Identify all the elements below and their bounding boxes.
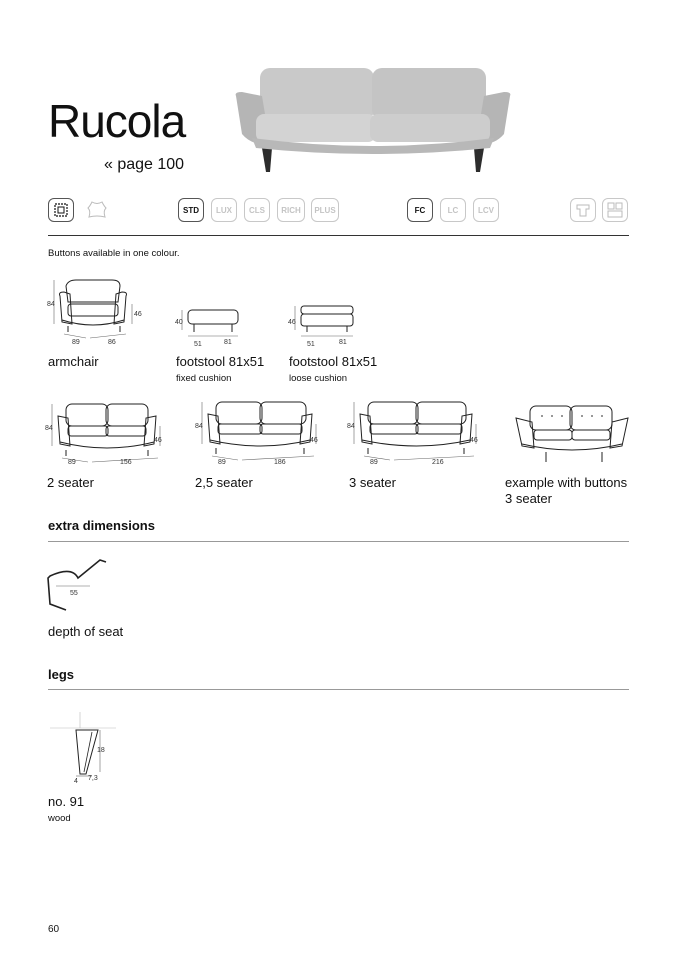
sofa-2-seat-height: 46: [154, 437, 162, 444]
armchair-label: armchair: [48, 354, 99, 369]
sofa-3-seater-label: 3 seater: [349, 475, 396, 490]
footstool-loose-drawing: [287, 300, 359, 350]
cover-icon[interactable]: [570, 198, 596, 222]
armchair-width: 86: [108, 339, 116, 346]
sofa-2-seater-drawing: [44, 400, 170, 470]
sofa-2-5-seater-drawing: [194, 398, 324, 470]
legs-heading: legs: [48, 667, 75, 682]
armchair-seat-height: 46: [134, 311, 142, 318]
product-title: Rucola: [48, 95, 186, 147]
leg-height-dim: 18: [97, 747, 105, 754]
leg-label: no. 91: [48, 794, 85, 809]
footstool-loose-height: 46: [288, 319, 296, 326]
option-lcv-button[interactable]: LCV: [473, 198, 499, 222]
footstool-loose-depth: 51: [307, 341, 315, 348]
sofa-2-5-depth: 89: [218, 459, 226, 466]
seat-depth-value: 55: [70, 590, 78, 597]
footstool-loose-width: 81: [339, 339, 347, 346]
footstool-fixed-sub: fixed cushion: [176, 373, 232, 384]
fabric-type-icon[interactable]: [48, 198, 74, 222]
option-std-button[interactable]: STD: [178, 198, 204, 222]
armchair-height: 84: [47, 301, 55, 308]
sofa-2-5-width: 186: [274, 459, 286, 466]
example-3-seater-label: 3 seater: [505, 491, 552, 506]
footstool-fixed-width: 81: [224, 339, 232, 346]
option-rich-button[interactable]: RICH: [277, 198, 305, 222]
sofa-2-5-seater-label: 2,5 seater: [195, 475, 253, 490]
sofa-2-width: 156: [120, 459, 132, 466]
option-plus-button[interactable]: PLUS: [311, 198, 339, 222]
sofa-3-seat-height: 46: [470, 437, 478, 444]
leg-bottom-dim: 4: [74, 778, 78, 784]
footstool-fixed-drawing: [174, 304, 244, 350]
footstool-loose-sub: loose cushion: [289, 373, 348, 384]
leg-material: wood: [48, 813, 71, 824]
sofa-hero-image: [232, 62, 514, 176]
leg-top-dim: 7,3: [88, 775, 98, 782]
sofa-3-seater-drawing: [346, 398, 486, 470]
divider: [48, 541, 629, 542]
sofa-2-height: 84: [45, 425, 53, 432]
leg-no91-drawing: [46, 708, 118, 784]
footstool-fixed-height: 40: [175, 319, 183, 326]
extra-dimensions-heading: extra dimensions: [48, 518, 155, 533]
sofa-buttons-example-drawing: [512, 402, 632, 468]
seat-depth-drawing: [44, 558, 110, 616]
leather-hide-icon[interactable]: [84, 198, 110, 222]
sofa-2-depth: 89: [68, 459, 76, 466]
sofa-3-height: 84: [347, 423, 355, 430]
sofa-3-width: 216: [432, 459, 444, 466]
sofa-3-depth: 89: [370, 459, 378, 466]
armchair-drawing: [46, 276, 146, 348]
footstool-loose-label: footstool 81x51: [289, 354, 378, 369]
divider: [48, 689, 629, 690]
footstool-fixed-label: footstool 81x51: [176, 354, 265, 369]
buttons-note: Buttons available in one colour.: [48, 248, 180, 259]
divider: [48, 235, 629, 236]
depth-of-seat-label: depth of seat: [48, 624, 124, 639]
option-fc-button[interactable]: FC: [407, 198, 433, 222]
sofa-2-seater-label: 2 seater: [47, 475, 94, 490]
armchair-depth: 89: [72, 339, 80, 346]
option-lux-button[interactable]: LUX: [211, 198, 237, 222]
page-number: 60: [48, 924, 60, 935]
example-buttons-label: example with buttons: [505, 475, 628, 490]
option-lc-button[interactable]: LC: [440, 198, 466, 222]
page-reference-link[interactable]: « page 100: [104, 156, 185, 173]
module-layout-icon[interactable]: [602, 198, 628, 222]
option-cls-button[interactable]: CLS: [244, 198, 270, 222]
footstool-fixed-depth: 51: [194, 341, 202, 348]
sofa-2-5-height: 84: [195, 423, 203, 430]
sofa-2-5-seat-height: 46: [310, 437, 318, 444]
